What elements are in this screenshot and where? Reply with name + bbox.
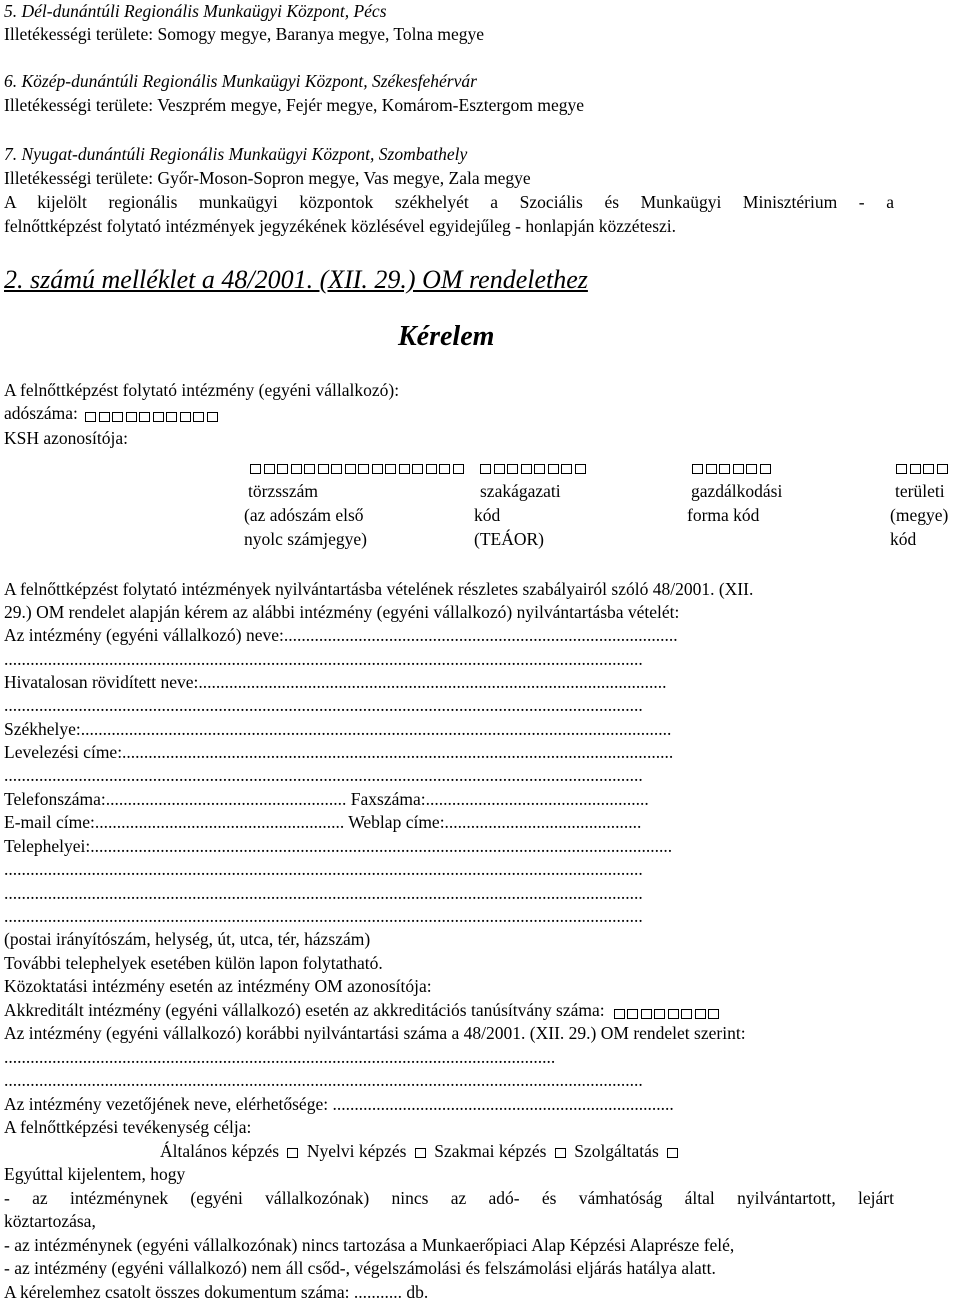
annex-heading: 2. számú melléklet a 48/2001. (XII. 29.) OM rendelethez: [4, 265, 588, 294]
declaration-item-cont: köztartozása,: [4, 1211, 96, 1231]
ksh-caption-2c: (TEÁOR): [474, 529, 544, 549]
option-label: Szolgáltatás: [574, 1141, 659, 1161]
declaration-item: - az intézménynek (egyéni vállalkozónak) nincs tartozása a Munkaerőpiaci Alap Képzési Alaprésze felé,: [4, 1235, 735, 1255]
digit-box[interactable]: [896, 464, 907, 474]
tax-number-label: adószáma:: [4, 403, 78, 423]
digit-box[interactable]: [627, 1009, 638, 1019]
purpose-label: A felnőttképzési tevékenység célja:: [4, 1117, 252, 1137]
digit-box[interactable]: [412, 464, 423, 474]
digit-box[interactable]: [708, 1009, 719, 1019]
digit-box[interactable]: [358, 464, 369, 474]
digit-box[interactable]: [695, 1009, 706, 1019]
institution-label: A felnőttképzést folytató intézmény (egyéni vállalkozó):: [4, 380, 400, 400]
centers-note-line-1: A kijelölt regionális munkaügyi központok székhelyét a Szociális és Munkaügyi Minisztérium - a: [4, 192, 894, 212]
digit-box[interactable]: [139, 412, 150, 422]
digit-box[interactable]: [480, 464, 491, 474]
digit-box[interactable]: [153, 412, 164, 422]
checkbox[interactable]: [667, 1148, 678, 1158]
center-7-title: 7. Nyugat-dunántúli Regionális Munkaügyi Központ, Szombathely: [4, 144, 468, 164]
digit-box[interactable]: [331, 464, 342, 474]
digit-box[interactable]: [112, 412, 123, 422]
declaration-intro: Egyúttal kijelentem, hogy: [4, 1164, 186, 1184]
digit-box[interactable]: [706, 464, 717, 474]
digit-box[interactable]: [99, 412, 110, 422]
center-6-area: Illetékességi területe: Veszprém megye, Fejér megye, Komárom-Esztergom megye: [4, 95, 585, 115]
centers-note-line-2: felnőttképzést folytató intézmények jegyzékének közlésével egyidejűleg - honlapján közzéteszi.: [4, 216, 677, 236]
digit-box[interactable]: [760, 464, 771, 474]
digit-box[interactable]: [494, 464, 505, 474]
ksh-szakagazati-boxes[interactable]: [480, 455, 588, 480]
digit-box[interactable]: [561, 464, 572, 474]
digit-box[interactable]: [372, 464, 383, 474]
digit-box[interactable]: [126, 412, 137, 422]
digit-box[interactable]: [910, 464, 921, 474]
checkbox[interactable]: [287, 1148, 298, 1158]
previous-number-field-cont[interactable]: ..................................................................................................................................................: [4, 1070, 643, 1090]
digit-box[interactable]: [304, 464, 315, 474]
form-title: Kérelem: [398, 321, 495, 352]
digit-box[interactable]: [681, 1009, 692, 1019]
ksh-caption-1b: (az adószám első: [244, 505, 364, 525]
digit-box[interactable]: [614, 1009, 625, 1019]
phone-fax-field[interactable]: Telefonszáma:....................................................... Faxszáma:...................................................: [4, 789, 649, 809]
ksh-label: KSH azonosítója:: [4, 428, 128, 448]
declaration-item: - az intézmény (egyéni vállalkozó) nem áll csőd-, végelszámolási és felszámolási eljárás hatálya alatt.: [4, 1258, 716, 1278]
om-id-label: Közoktatási intézmény esetén az intézmény OM azonosítója:: [4, 976, 432, 996]
ksh-caption-4c: kód: [890, 529, 917, 549]
checkbox[interactable]: [415, 1148, 426, 1158]
digit-box[interactable]: [318, 464, 329, 474]
digit-box[interactable]: [641, 1009, 652, 1019]
body-line: A felnőttképzést folytató intézmények nyilvántartásba vételének részletes szabályairól szóló 48/2001. (XII.: [4, 579, 754, 599]
ksh-caption-3b: forma kód: [687, 505, 760, 525]
digit-box[interactable]: [937, 464, 948, 474]
digit-box[interactable]: [439, 464, 450, 474]
digit-box[interactable]: [923, 464, 934, 474]
seat-field[interactable]: Székhelye:.......................................................................................................................................: [4, 719, 672, 739]
option-label: Általános képzés: [160, 1141, 280, 1161]
digit-box[interactable]: [291, 464, 302, 474]
purpose-options: [160, 1140, 682, 1162]
short-name-field-cont[interactable]: ..................................................................................................................................................: [4, 695, 643, 715]
accreditation-row: [4, 999, 722, 1023]
digit-box[interactable]: [193, 412, 204, 422]
digit-box[interactable]: [399, 464, 410, 474]
attachments-count-field[interactable]: A kérelemhez csatolt összes dokumentum száma: ........... db.: [4, 1282, 429, 1302]
digit-box[interactable]: [668, 1009, 679, 1019]
digit-box[interactable]: [548, 464, 559, 474]
digit-box[interactable]: [345, 464, 356, 474]
ksh-caption-3a: gazdálkodási: [691, 481, 783, 501]
declaration-item: - az intézménynek (egyéni vállalkozónak) nincs az adó- és vámhatóság által nyilvántartott, lejárt: [4, 1188, 894, 1208]
sites-field-cont[interactable]: ..................................................................................................................................................: [4, 906, 643, 926]
checkbox[interactable]: [555, 1148, 566, 1158]
center-5-title: 5. Dél-dunántúli Regionális Munkaügyi Központ, Pécs: [4, 1, 387, 21]
sites-field-cont[interactable]: ..................................................................................................................................................: [4, 883, 643, 903]
address-hint: (postai irányítószám, helység, út, utca, tér, házszám): [4, 929, 371, 949]
digit-box[interactable]: [733, 464, 744, 474]
mailing-address-field-cont[interactable]: ..................................................................................................................................................: [4, 765, 643, 785]
digit-box[interactable]: [166, 412, 177, 422]
digit-box[interactable]: [277, 464, 288, 474]
ksh-caption-1a: törzsszám: [248, 481, 318, 501]
ksh-caption-4a: területi: [895, 481, 945, 501]
sites-field-cont[interactable]: ..................................................................................................................................................: [4, 859, 643, 879]
email-web-field[interactable]: E-mail címe:......................................................... Weblap címe:.............................................: [4, 812, 642, 832]
digit-box[interactable]: [534, 464, 545, 474]
ksh-caption-1c: nyolc számjegye): [244, 529, 367, 549]
ksh-caption-2b: kód: [474, 505, 501, 525]
institution-name-field[interactable]: Az intézmény (egyéni vállalkozó) neve:..........................................................................................: [4, 625, 678, 645]
digit-box[interactable]: [692, 464, 703, 474]
accreditation-number-boxes[interactable]: [614, 1001, 722, 1023]
ksh-caption-2a: szakágazati: [480, 481, 561, 501]
tax-number-boxes[interactable]: [85, 404, 220, 426]
institution-name-field-cont[interactable]: ..................................................................................................................................................: [4, 649, 643, 669]
body-line: 29.) OM rendelet alapján kérem az alábbi intézmény (egyéni vállalkozó) nyilvántartásba vételét:: [4, 602, 680, 622]
digit-box[interactable]: [250, 464, 261, 474]
center-7-area: Illetékességi területe: Győr-Moson-Sopron megye, Vas megye, Zala megye: [4, 168, 531, 188]
ksh-caption-4b: (megye): [890, 505, 949, 525]
digit-box[interactable]: [385, 464, 396, 474]
accreditation-label: Akkreditált intézmény (egyéni vállalkozó) esetén az akkreditációs tanúsítvány száma:: [4, 1000, 605, 1020]
ksh-teruleti-boxes[interactable]: [896, 455, 950, 480]
digit-box[interactable]: [426, 464, 437, 474]
mailing-address-field[interactable]: Levelezési címe:..............................................................................................................................: [4, 742, 674, 762]
ksh-gazdalkodasi-boxes[interactable]: [692, 455, 773, 480]
digit-box[interactable]: [746, 464, 757, 474]
manager-field[interactable]: Az intézmény vezetőjének neve, elérhetősége: ..............................................................................: [4, 1094, 674, 1114]
digit-box[interactable]: [654, 1009, 665, 1019]
digit-box[interactable]: [453, 464, 464, 474]
digit-box[interactable]: [507, 464, 518, 474]
digit-box[interactable]: [521, 464, 532, 474]
digit-box[interactable]: [575, 464, 586, 474]
sites-field[interactable]: Telephelyei:.....................................................................................................................................: [4, 836, 673, 856]
short-name-field[interactable]: Hivatalosan rövidített neve:...........................................................................................................: [4, 672, 667, 692]
previous-number-label: Az intézmény (egyéni vállalkozó) korábbi nyilvántartási száma a 48/2001. (XII. 29.) OM rendelet szerint:: [4, 1023, 746, 1043]
digit-box[interactable]: [719, 464, 730, 474]
ksh-torzsszam-boxes[interactable]: [250, 455, 466, 480]
option-label: Szakmai képzés: [434, 1141, 547, 1161]
digit-box[interactable]: [85, 412, 96, 422]
option-label: Nyelvi képzés: [306, 1141, 407, 1161]
digit-box[interactable]: [207, 412, 218, 422]
center-5-area: Illetékességi területe: Somogy megye, Baranya megye, Tolna megye: [4, 24, 485, 44]
extra-sites-note: További telephelyek esetében külön lapon folytatható.: [4, 953, 383, 973]
digit-box[interactable]: [180, 412, 191, 422]
tax-number-row: [4, 402, 220, 426]
previous-number-field[interactable]: ..............................................................................................................................: [4, 1047, 556, 1067]
digit-box[interactable]: [264, 464, 275, 474]
center-6-title: 6. Közép-dunántúli Regionális Munkaügyi Központ, Székesfehérvár: [4, 71, 477, 91]
